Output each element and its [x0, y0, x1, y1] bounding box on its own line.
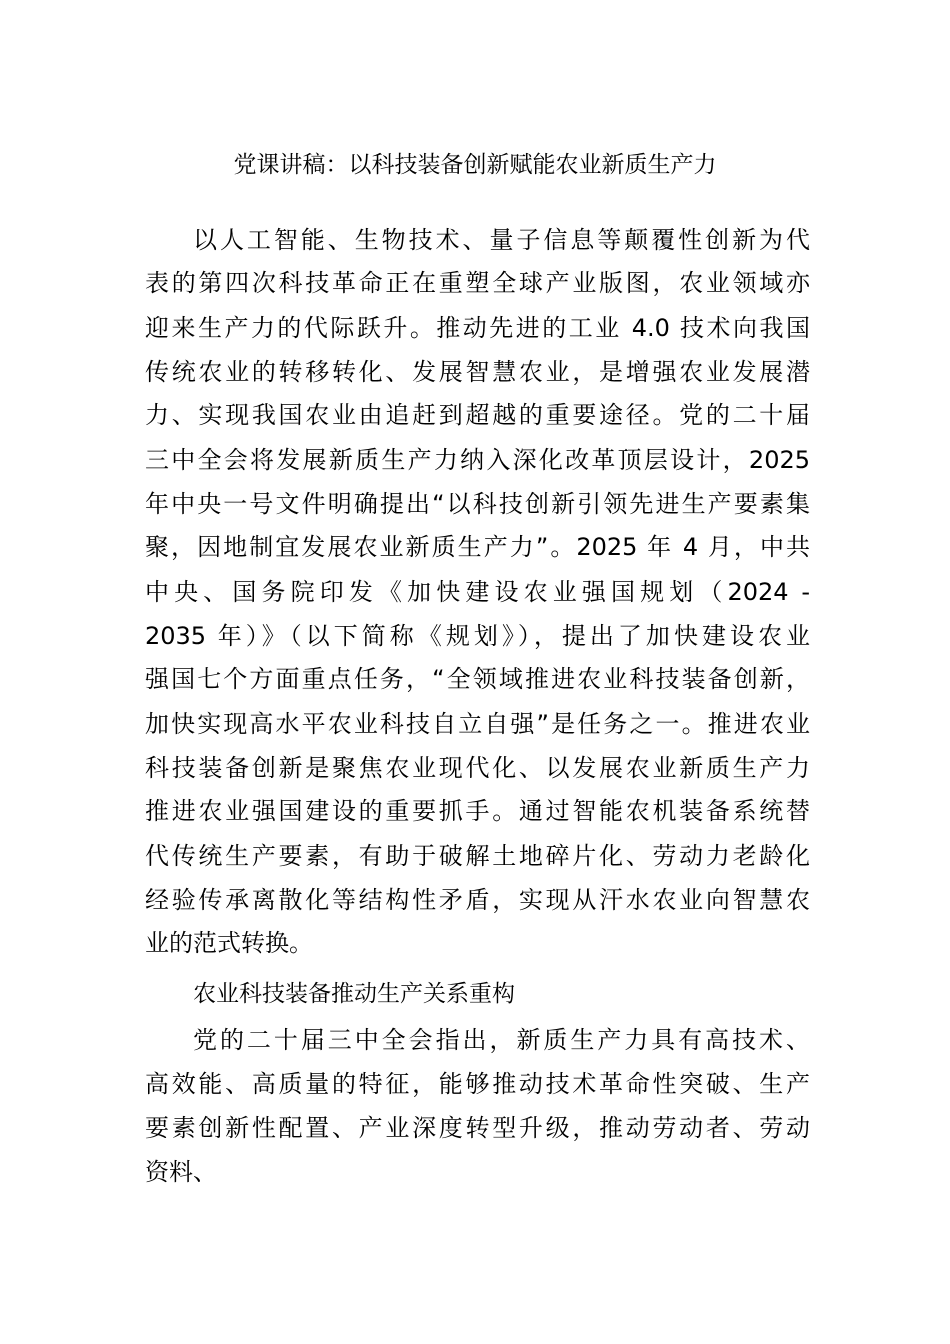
- paragraph-line: 加快实现高水平农业科技自立自强”是任务之一。推进农业: [145, 710, 810, 738]
- paragraph-line: 迎来生产力的代际跃升。推动先进的工业 4.0 技术向我国: [145, 314, 810, 342]
- paragraph-line: 经验传承离散化等结构性矛盾，实现从汗水农业向智慧农: [145, 886, 810, 914]
- paragraph-line: 聚，因地制宜发展农业新质生产力”。2025 年 4 月，中共: [145, 533, 810, 561]
- paragraph-line: 业的范式转换。: [145, 929, 313, 957]
- paragraph-line: 2035 年）》（以下简称《规划》），提出了加快建设农业: [145, 622, 810, 650]
- section-heading: 农业科技装备推动生产关系重构: [193, 981, 515, 1007]
- paragraph-line: 表的第四次科技革命正在重塑全球产业版图，农业领域亦: [145, 269, 810, 297]
- paragraph-line: 年中央一号文件明确提出“以科技创新引领先进生产要素集: [145, 490, 810, 518]
- paragraph-line: 力、实现我国农业由追赶到超越的重要途径。党的二十届: [145, 401, 810, 429]
- paragraph-line: 代传统生产要素，有助于破解土地碎片化、劳动力老龄化: [145, 842, 810, 870]
- paragraph-line: 传统农业的转移转化、发展智慧农业，是增强农业发展潜: [145, 358, 810, 386]
- paragraph-line: 资料、: [145, 1158, 217, 1186]
- paragraph-line: 强国七个方面重点任务，“全领域推进农业科技装备创新，: [145, 665, 810, 693]
- paragraph-line: 以人工智能、生物技术、量子信息等颠覆性创新为代: [193, 226, 810, 254]
- paragraph-line: 科技装备创新是聚焦农业现代化、以发展农业新质生产力: [145, 754, 810, 782]
- paragraph-line: 高效能、高质量的特征，能够推动技术革命性突破、生产: [145, 1070, 810, 1098]
- paragraph-line: 党的二十届三中全会指出，新质生产力具有高技术、: [193, 1026, 810, 1054]
- document-title: 党课讲稿：以科技装备创新赋能农业新质生产力: [233, 152, 717, 178]
- paragraph-line: 三中全会将发展新质生产力纳入深化改革顶层设计，2025: [145, 446, 810, 474]
- paragraph-line: 要素创新性配置、产业深度转型升级，推动劳动者、劳动: [145, 1114, 810, 1142]
- paragraph-line: 推进农业强国建设的重要抓手。通过智能农机装备系统替: [145, 797, 810, 825]
- paragraph-line: 中央、国务院印发《加快建设农业强国规划（2024 -: [145, 578, 810, 606]
